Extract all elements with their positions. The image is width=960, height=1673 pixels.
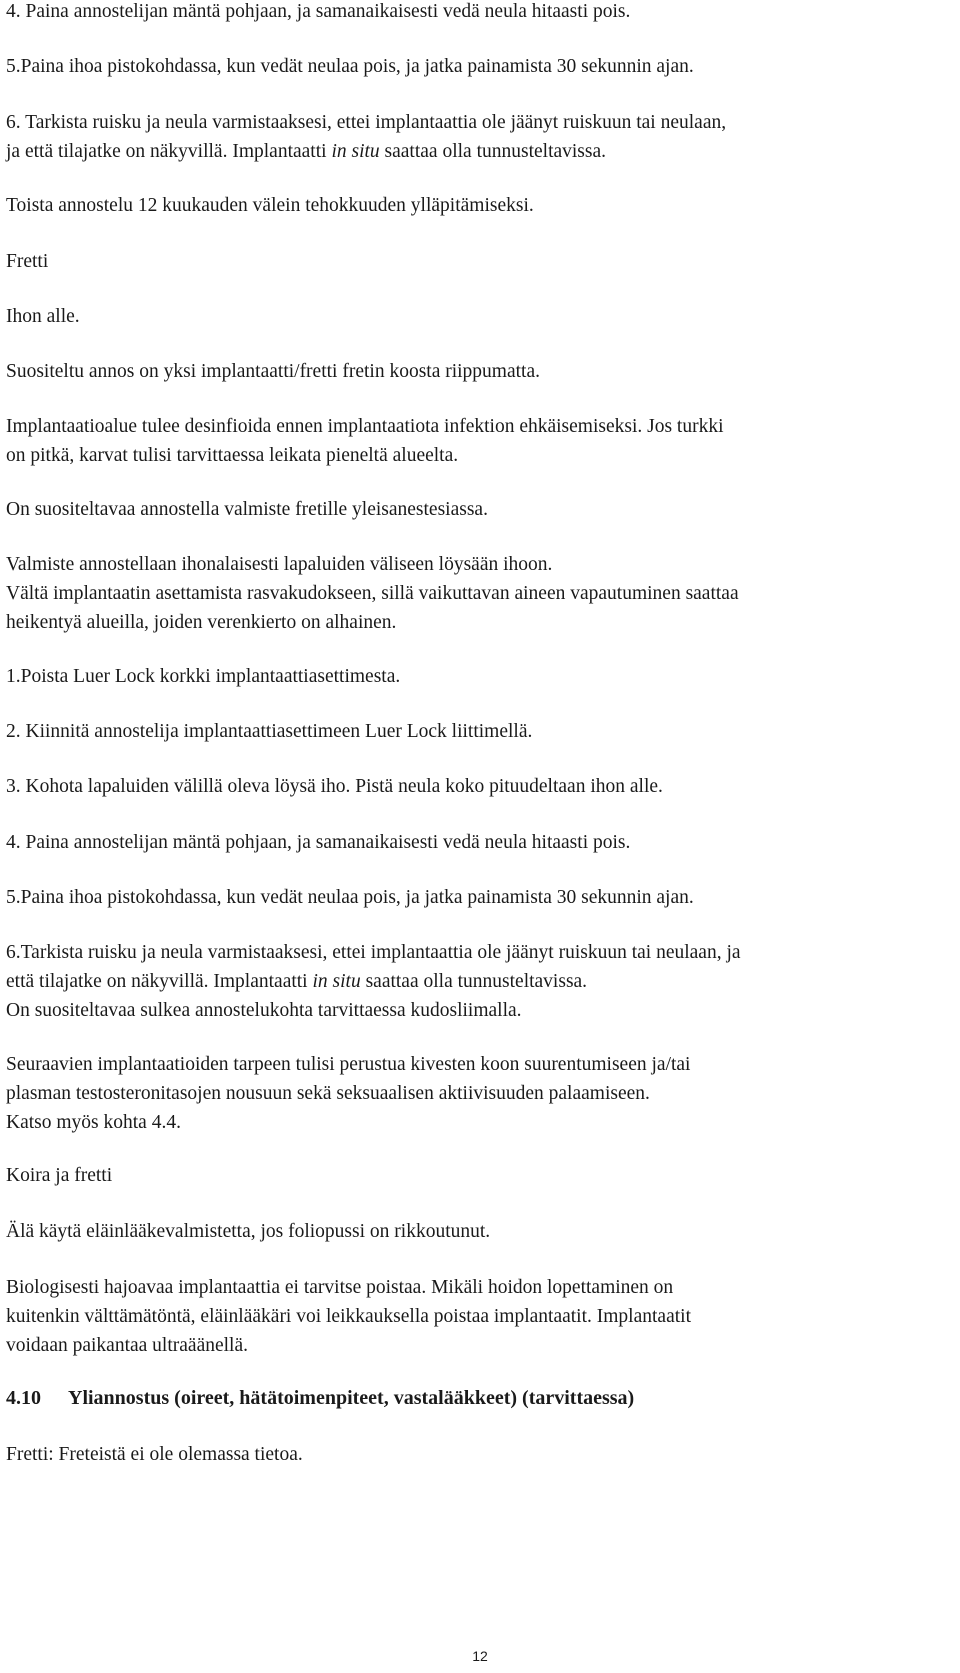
paragraph-step-4 bbox=[6, 0, 630, 26]
paragraph-repeat-dosing bbox=[6, 191, 534, 220]
text-line: Älä käytä eläinlääkevalmistetta, jos foliopussi on rikkoutunut. bbox=[6, 1221, 491, 1242]
section-number: 4.10 bbox=[6, 1387, 41, 1409]
text-line: Valmiste annostellaan ihonalaisesti lapaluiden väliseen löysään ihoon. bbox=[6, 554, 553, 575]
text-line bbox=[6, 137, 726, 166]
text-line: Implantaatioalue tulee desinfioida ennen implantaatiota infektion ehkäisemiseksi. Jos turkki bbox=[6, 416, 724, 437]
text-line: 3. Kohota lapaluiden välillä oleva löysä iho. Pistä neula koko pituudeltaan ihon alle. bbox=[6, 776, 663, 797]
text-line: 5.Paina ihoa pistokohdassa, kun vedät neulaa pois, ja jatka painamista 30 sekunnin ajan. bbox=[6, 887, 694, 908]
text-fragment: saattaa olla tunnusteltavissa. bbox=[379, 141, 607, 162]
text-fragment: ja että tilajatke on näkyvillä. Implantaatti bbox=[6, 141, 332, 162]
paragraph-biodegradable bbox=[6, 1273, 691, 1360]
text-line: Seuraavien implantaatioiden tarpeen tulisi perustua kivesten koon suurentumiseen ja/tai bbox=[6, 1054, 691, 1075]
paragraph-ferret-step-6 bbox=[6, 938, 741, 1025]
text-fragment: saattaa olla tunnusteltavissa. bbox=[360, 971, 588, 992]
text-line: 1.Poista Luer Lock korkki implantaattiasettimesta. bbox=[6, 666, 401, 687]
paragraph-subsequent-implants bbox=[6, 1050, 690, 1137]
paragraph-recommended-dose bbox=[6, 357, 540, 386]
italic-term: in situ bbox=[331, 141, 380, 162]
text-line: On suositeltavaa annostella valmiste fretille yleisanestesiassa. bbox=[6, 499, 488, 520]
paragraph-ferret-label bbox=[6, 247, 48, 276]
text-line: Toista annostelu 12 kuukauden välein tehokkuuden ylläpitämiseksi. bbox=[6, 195, 534, 216]
text-line: Vältä implantaatin asettamista rasvakudokseen, sillä vaikuttavan aineen vapautuminen saattaa bbox=[6, 583, 739, 604]
section-title: Yliannostus (oireet, hätätoimenpiteet, vastalääkkeet) (tarvittaessa) bbox=[68, 1387, 635, 1409]
text-line bbox=[6, 967, 741, 996]
text-line: voidaan paikantaa ultraäänellä. bbox=[6, 1335, 248, 1356]
section-heading-overdose bbox=[6, 1384, 634, 1413]
paragraph-ferret-step-5 bbox=[6, 883, 694, 912]
paragraph-ferret-overdose bbox=[6, 1440, 303, 1469]
paragraph-ferret-step-2 bbox=[6, 717, 532, 746]
text-line: 5.Paina ihoa pistokohdassa, kun vedät neulaa pois, ja jatka painamista 30 sekunnin ajan. bbox=[6, 56, 694, 77]
text-line: 4. Paina annostelijan mäntä pohjaan, ja samanaikaisesti vedä neula hitaasti pois. bbox=[6, 832, 631, 853]
paragraph-ferret-step-4 bbox=[6, 828, 630, 857]
paragraph-ferret-step-3 bbox=[6, 772, 663, 801]
text-line: Koira ja fretti bbox=[6, 1165, 113, 1186]
paragraph-step-5 bbox=[6, 52, 694, 81]
text-line: 6.Tarkista ruisku ja neula varmistaaksesi, ettei implantaattia ole jäänyt ruiskuun tai neulaan, ja bbox=[6, 942, 741, 963]
page-number: 12 bbox=[472, 1648, 488, 1664]
text-line: plasman testosteronitasojen nousuun sekä seksuaalisen aktiivisuuden palaamiseen. bbox=[6, 1083, 650, 1104]
paragraph-dog-and-ferret bbox=[6, 1161, 112, 1190]
paragraph-anesthesia bbox=[6, 495, 488, 524]
text-line: Katso myös kohta 4.4. bbox=[6, 1112, 181, 1133]
text-line: heikentyä alueilla, joiden verenkierto on alhainen. bbox=[6, 612, 397, 633]
text-line: 4. Paina annostelijan mäntä pohjaan, ja samanaikaisesti vedä neula hitaasti pois. bbox=[6, 1, 631, 22]
text-line: on pitkä, karvat tulisi tarvittaessa leikata pieneltä alueelta. bbox=[6, 445, 459, 466]
text-fragment: että tilajatke on näkyvillä. Implantaatti bbox=[6, 971, 313, 992]
text-line: Ihon alle. bbox=[6, 306, 80, 327]
text-line: kuitenkin välttämätöntä, eläinlääkäri voi leikkauksella poistaa implantaatit. Implantaatit bbox=[6, 1306, 691, 1327]
paragraph-ferret-step-1 bbox=[6, 662, 400, 691]
paragraph-administration bbox=[6, 550, 739, 637]
text-line: 2. Kiinnitä annostelija implantaattiasettimeen Luer Lock liittimellä. bbox=[6, 721, 533, 742]
italic-term: in situ bbox=[312, 971, 361, 992]
text-line: 6. Tarkista ruisku ja neula varmistaaksesi, ettei implantaattia ole jäänyt ruiskuun tai neulaan, bbox=[6, 112, 727, 133]
text-line: On suositeltavaa sulkea annostelukohta tarvittaessa kudosliimalla. bbox=[6, 1000, 522, 1021]
paragraph-subcutaneous bbox=[6, 302, 80, 331]
paragraph-foil-warning bbox=[6, 1217, 490, 1246]
text-line: Fretti: Freteistä ei ole olemassa tietoa. bbox=[6, 1444, 303, 1465]
paragraph-step-6 bbox=[6, 108, 726, 166]
paragraph-disinfection bbox=[6, 412, 724, 470]
text-line: Biologisesti hajoavaa implantaattia ei tarvitse poistaa. Mikäli hoidon lopettaminen on bbox=[6, 1277, 674, 1298]
text-line: Suositeltu annos on yksi implantaatti/fretti fretin koosta riippumatta. bbox=[6, 361, 540, 382]
text-line: Fretti bbox=[6, 251, 49, 272]
